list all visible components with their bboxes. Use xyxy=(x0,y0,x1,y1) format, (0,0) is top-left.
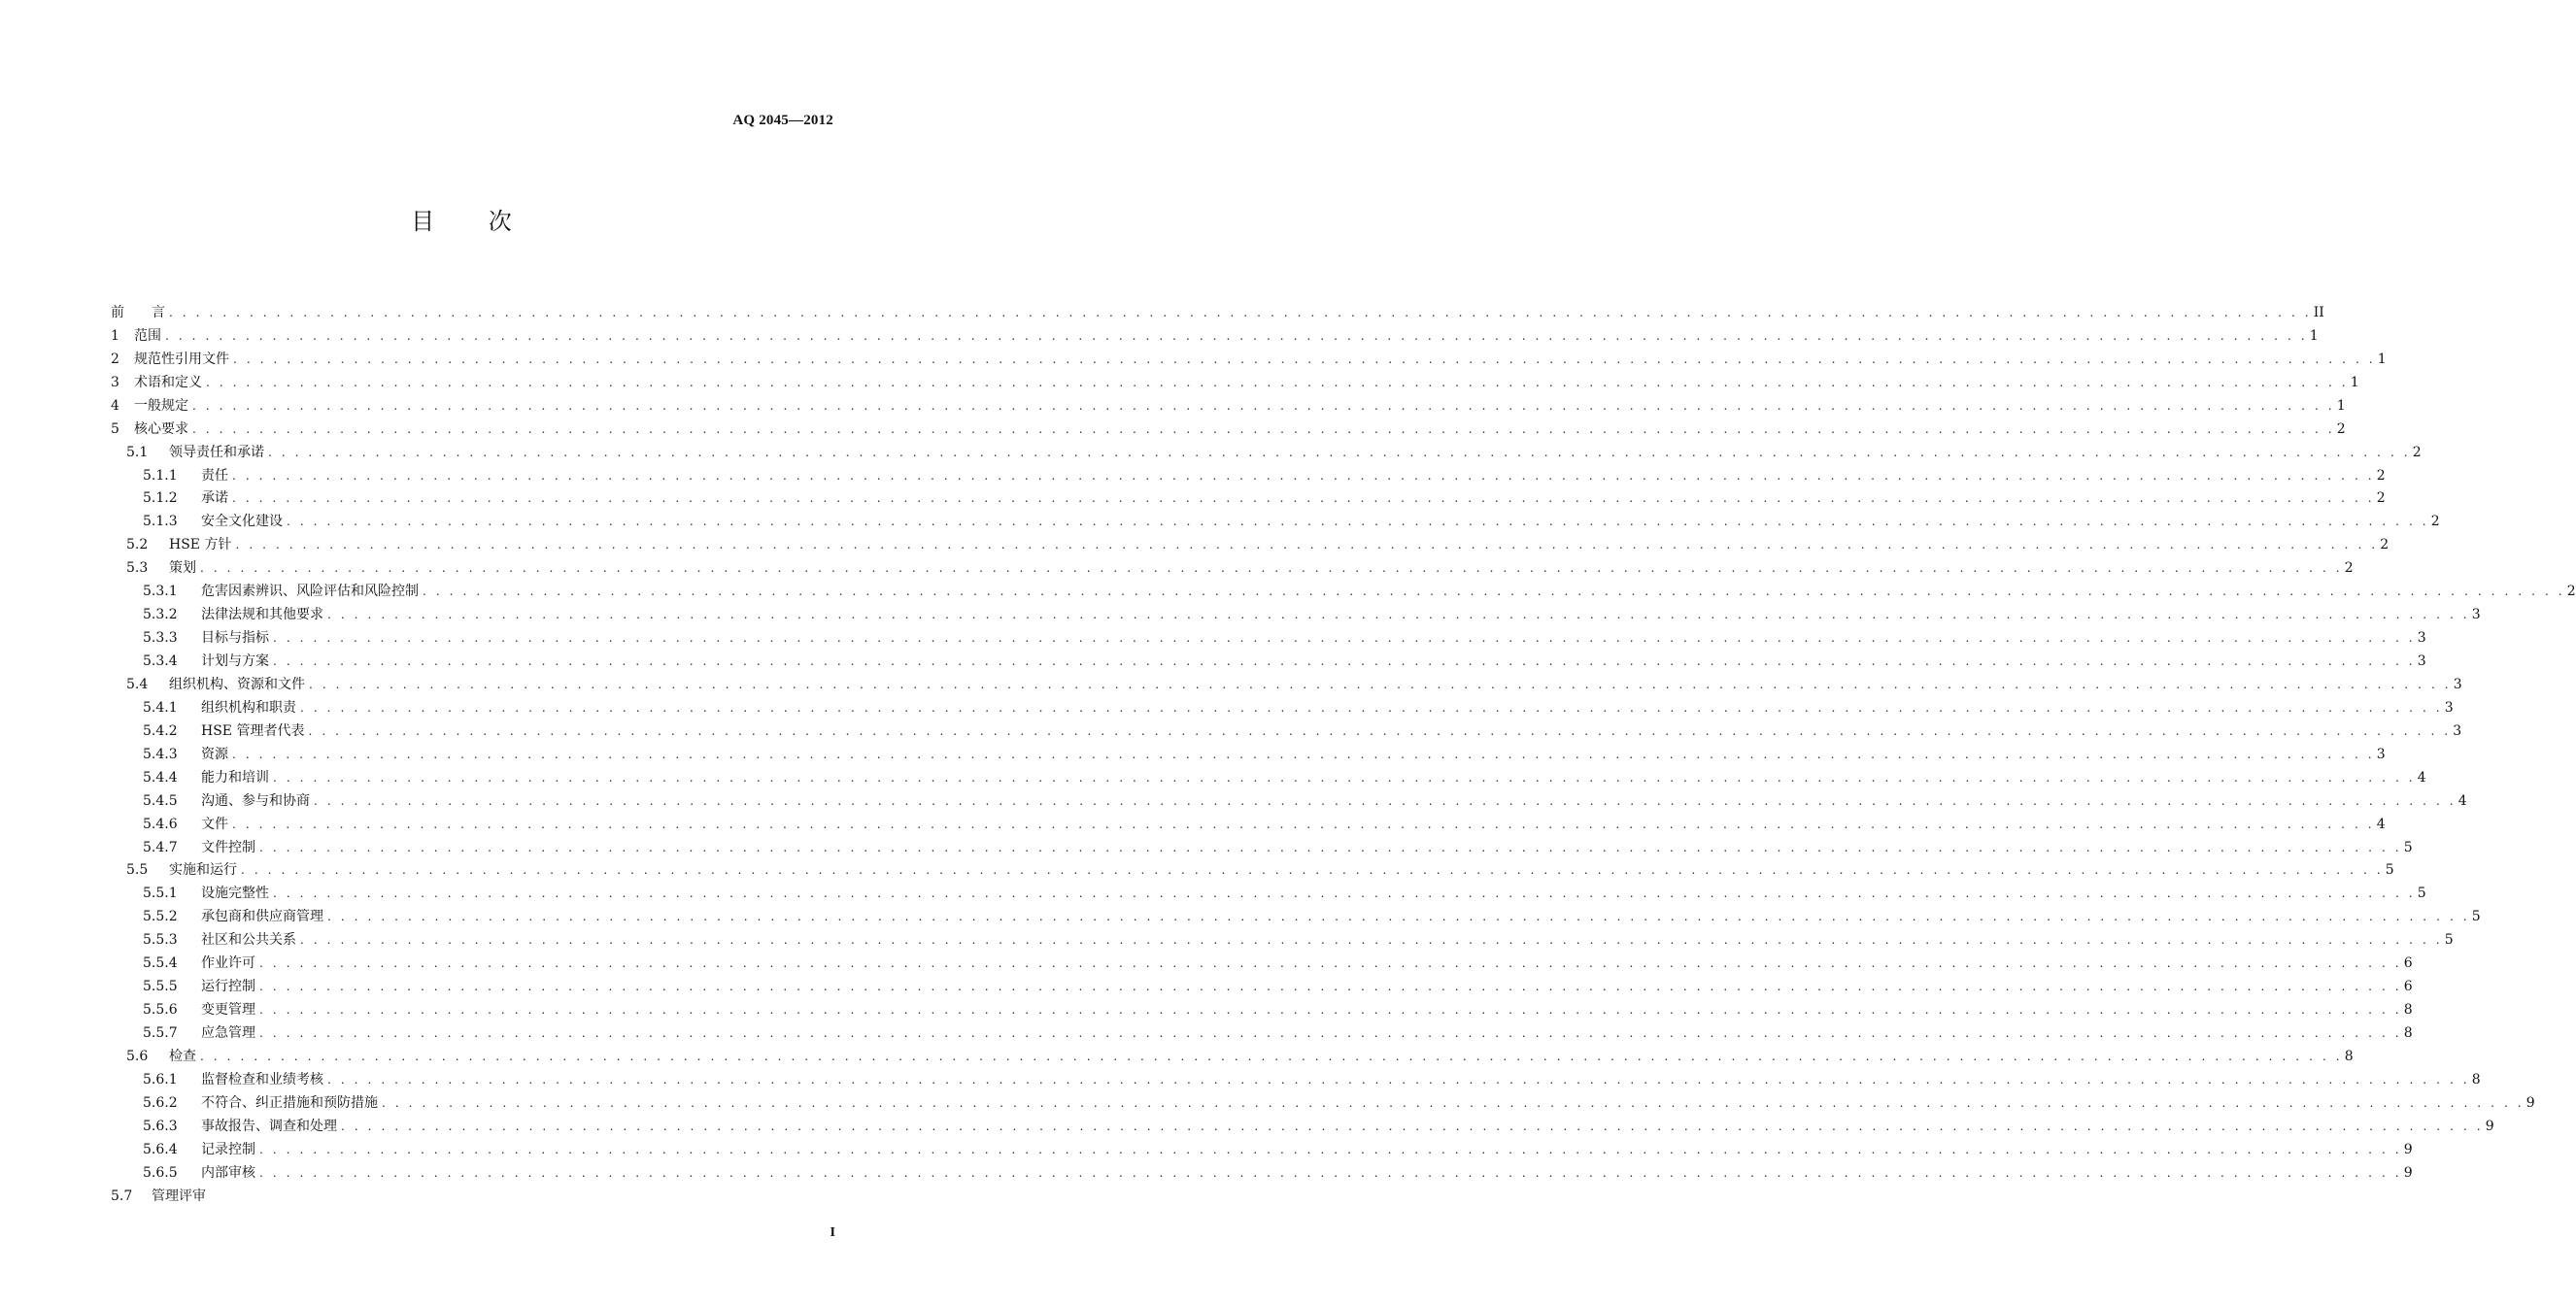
toc-entry[interactable] xyxy=(111,321,2319,345)
toc-entry[interactable] xyxy=(111,647,2426,670)
toc-entry-title: 领导责任和承诺 xyxy=(169,444,264,460)
toc-entry[interactable] xyxy=(111,1158,2413,1182)
toc-entry-label xyxy=(111,1188,206,1205)
toc-entry-label xyxy=(126,861,237,879)
toc-entry-page: 4 xyxy=(2376,816,2386,832)
toc-entry-number: 5.6.4 xyxy=(143,1141,178,1157)
toc-entry-label xyxy=(143,769,269,786)
toc-leader-dots: . . . . . . . . . . . . . . . . . . . . . . . . . . . . . . . . . . . . . . . . . . . . . . . . . . . . . . . . . . . . . . . . . . . . . . . . . . . . . . . . . . . . . . . . . . . . . . . . . . . . . . . . . . . . . . . . . . . . . . . . . . . . . . . . . . . . . . . . . . . . . . . . . . . . . . . . . . . . . . . . xyxy=(259,980,2402,994)
toc-entry[interactable] xyxy=(111,345,2387,368)
toc-entry-label xyxy=(111,374,202,391)
toc-entry-number: 5.6.5 xyxy=(143,1164,178,1181)
toc-entry-page: 2 xyxy=(2376,490,2386,507)
toc-entry[interactable] xyxy=(111,693,2454,717)
toc-entry-number: 5.1 xyxy=(126,444,149,460)
toc-entry-label xyxy=(143,722,304,740)
toc-entry-label xyxy=(126,536,231,553)
toc-leader-dots: . . . . . . . . . . . . . . . . . . . . . . . . . . . . . . . . . . . . . . . . . . . . . . . . . . . . . . . . . . . . . . . . . . . . . . . . . . . . . . . . . . . . . . . . . . . . . . . . . . . . . . . . . . . . . . . . . . . . . . . . . . . . . . . . . . . . . . . . . . . . . . . . . . . . . . . . . . . . . . . . xyxy=(259,1165,2402,1180)
toc-entry-page: 3 xyxy=(2471,607,2481,623)
toc-entry-label xyxy=(143,816,228,833)
toc-entry-page: 8 xyxy=(2403,1002,2413,1019)
toc-entry-label xyxy=(143,652,269,670)
toc-entry-page: 9 xyxy=(2485,1118,2494,1134)
toc-entry-page: 5 xyxy=(2444,932,2454,949)
toc-entry[interactable] xyxy=(111,415,2346,438)
toc-entry[interactable] xyxy=(111,391,2346,415)
standard-code: AQ 2045—2012 xyxy=(732,113,833,128)
toc-entry-number: 5.5.7 xyxy=(143,1025,178,1041)
toc-entry[interactable] xyxy=(111,485,2386,508)
toc-leader-dots: . . . . . . . . . . . . . . . . . . . . . . . . . . . . . . . . . . . . . . . . . . . . . . . . . . . . . . . . . . . . . . . . . . . . . . . . . . . . . . . . . . . . . . . . . . . . . . . . . . . . . . . . . . . . . . . . . . . . . . . . . . . . . . . . . . . . . . . . . . . . . . . . . . . . . . . . . . . . . . . . xyxy=(165,328,2308,343)
toc-entry-number: 5.3.2 xyxy=(143,607,178,623)
toc-entry-page: 2 xyxy=(2376,467,2386,484)
toc-entry-page: 2 xyxy=(2430,514,2440,530)
toc-entry-title: 文件控制 xyxy=(201,839,255,855)
toc-entry-label xyxy=(126,444,264,461)
toc-leader-dots: . . . . . . . . . . . . . . . . . . . . . . . . . . . . . . . . . . . . . . . . . . . . . . . . . . . . . . . . . . . . . . . . . . . . . . . . . . . . . . . . . . . . . . . . . . . . . . . . . . . . . . . . . . . . . . . . . . . . . . . . . . . . . . . . . . . . . . . . . . . . . . . . . . . . . . . . . . . . . . . . xyxy=(300,700,2443,715)
toc-entry[interactable] xyxy=(111,1042,2354,1065)
toc-leader-dots: . . . . . . . . . . . . . . . . . . . . . . . . . . . . . . . . . . . . . . . . . . . . . . . . . . . . . . . . . . . . . . . . . . . . . . . . . . . . . . . . . . . . . . . . . . . . . . . . . . . . . . . . . . . . . . . . . . . . . . . . . . . . . . . . . . . . . . . . . . . . . . . . . . . . . . . . . . . . . . . . xyxy=(200,1049,2343,1063)
toc-entry-number: 5.4.4 xyxy=(143,769,178,786)
toc-entry[interactable] xyxy=(111,925,2454,949)
toc-leader-dots: . . . . . . . . . . . . . . . . . . . . . . . . . . . . . . . . . . . . . . . . . . . . . . . . . . . . . . . . . . . . . . . . . . . . . . . . . . . . . . . . . . . . . . . . . . . . . . . . . . . . . . . . . . . . . . . . . . . . . . . . . . . . . . . . . . . . . . . . . . . . . . . . . . . . . . . . . . . . . . . . xyxy=(268,445,2411,459)
toc-entry-title: 能力和培训 xyxy=(201,769,269,786)
toc-entry-page: 5 xyxy=(2417,886,2426,902)
toc-entry-title: 沟通、参与和协商 xyxy=(201,792,310,809)
toc-entry-label xyxy=(143,839,255,856)
toc-entry-page: 2 xyxy=(2336,420,2346,437)
toc-entry-label xyxy=(143,978,255,995)
toc-entry-title: 一般规定 xyxy=(134,397,188,414)
toc-entry-page: 1 xyxy=(2350,374,2359,390)
toc-leader-dots: . . . . . . . . . . . . . . . . . . . . . . . . . . . . . . . . . . . . . . . . . . . . . . . . . . . . . . . . . . . . . . . . . . . . . . . . . . . . . . . . . . . . . . . . . . . . . . . . . . . . . . . . . . . . . . . . . . . . . . . . . . . . . . . . . . . . . . . . . . . . . . . . . . . . . . . . . . . . . . . . xyxy=(232,491,2375,506)
toc-entry-page: 9 xyxy=(2403,1141,2413,1157)
toc-entry-title: 核心要求 xyxy=(134,420,188,437)
toc-entry-number: 5.5.6 xyxy=(143,1002,178,1019)
toc-entry-number: 5 xyxy=(111,420,119,437)
toc-entry[interactable] xyxy=(111,1135,2413,1158)
toc-entry-number: 5.5 xyxy=(126,862,149,879)
toc-entry-page: 5 xyxy=(2403,839,2413,855)
toc-entry-number: 5.7 xyxy=(111,1188,133,1204)
toc-entry[interactable] xyxy=(111,763,2426,786)
toc-leader-dots: . . . . . . . . . . . . . . . . . . . . . . . . . . . . . . . . . . . . . . . . . . . . . . . . . . . . . . . . . . . . . . . . . . . . . . . . . . . . . . . . . . . . . . . . . . . . . . . . . . . . . . . . . . . . . . . . . . . . . . . . . . . . . . . . . . . . . . . . . . . . . . . . . . . . . . . . . . . . . . . . xyxy=(287,515,2429,529)
toc-leader-dots: . . . . . . . . . . . . . . . . . . . . . . . . . . . . . . . . . . . . . . . . . . . . . . . . . . . . . . . . . . . . . . . . . . . . . . . . . . . . . . . . . . . . . . . . . . . . . . . . . . . . . . . . . . . . . . . . . . . . . . . . . . . . . . . . . . . . . . . . . . . . . . . . . . . . . . . . . . . . . . . . xyxy=(259,1003,2402,1018)
toc-entry-label xyxy=(143,1141,255,1158)
toc-entry[interactable] xyxy=(111,1112,2494,1135)
toc-entry[interactable] xyxy=(111,600,2481,623)
toc-entry-title: 实施和运行 xyxy=(169,862,237,879)
toc-leader-dots: . . . . . . . . . . . . . . . . . . . . . . . . . . . . . . . . . . . . . . . . . . . . . . . . . . . . . . . . . . . . . . . . . . . . . . . . . . . . . . . . . . . . . . . . . . . . . . . . . . . . . . . . . . . . . . . . . . . . . . . . . . . . . . . . . . . . . . . . . . . . . . . . . . . . . . . . . . . . . . . . xyxy=(259,1142,2402,1156)
toc-entry-label xyxy=(143,583,419,600)
toc-entry-label xyxy=(111,351,229,368)
toc-entry-page: 5 xyxy=(2385,862,2394,879)
toc-entry-label xyxy=(143,489,228,507)
toc-entry[interactable] xyxy=(111,1088,2535,1112)
toc-leader-dots: . . . . . . . . . . . . . . . . . . . . . . . . . . . . . . . . . . . . . . . . . . . . . . . . . . . . . . . . . . . . . . . . . . . . . . . . . . . . . . . . . . . . . . . . . . . . . . . . . . . . . . . . . . . . . . . . . . . . . . . . . . . . . . . . . . . . . . . . . . . . . . . . . . . . . . . . . . . . . . . . xyxy=(341,1119,2484,1133)
toc-entry-label xyxy=(111,397,188,415)
toc-entry-label xyxy=(126,676,305,693)
toc-entry-page: 8 xyxy=(2403,1025,2413,1041)
toc-leader-dots: . . . . . . . . . . . . . . . . . . . . . . . . . . . . . . . . . . . . . . . . . . . . . . . . . . . . . . . . . . . . . . . . . . . . . . . . . . . . . . . . . . . . . . . . . . . . . . . . . . . . . . . . . . . . . . . . . . . . . . . . . . . . . . . . . . . . . . . . . . . . . . . . . . . . . . . . . . . . . . . . xyxy=(273,770,2416,785)
toc-entry-label xyxy=(143,1164,255,1182)
toc-entry[interactable] xyxy=(111,553,2354,577)
toc-entry-title: 管理评审 xyxy=(152,1188,206,1204)
table-of-contents xyxy=(111,298,2576,1205)
toc-entry-number: 5.4.6 xyxy=(143,816,178,832)
toc-entry-label xyxy=(143,746,228,763)
toc-leader-dots: . . . . . . . . . . . . . . . . . . . . . . . . . . . . . . . . . . . . . . . . . . . . . . . . . . . . . . . . . . . . . . . . . . . . . . . . . . . . . . . . . . . . . . . . . . . . . . . . . . . . . . . . . . . . . . . . . . . . . . . . . . . . . . . . . . . . . . . . . . . . . . . . . . . . . . . . . . . . . . . . xyxy=(327,1072,2470,1087)
toc-entry-label xyxy=(143,931,296,949)
toc-entry[interactable] xyxy=(111,740,2386,763)
toc-entry-number: 5.4.1 xyxy=(143,699,178,716)
toc-leader-dots: . . . . . . . . . . . . . . . . . . . . . . . . . . . . . . . . . . . . . . . . . . . . . . . . . . . . . . . . . . . . . . . . . . . . . . . . . . . . . . . . . . . . . . . . . . . . . . . . . . . . . . . . . . . . . . . . . . . . . . . . . . . . . . . . . . . . . . . . . . . . . . . . . . . . . . . . . . . . . . . . xyxy=(327,608,2470,622)
toc-entry-page: 1 xyxy=(2336,397,2346,414)
toc-entry-title: 策划 xyxy=(169,560,196,577)
page-number: I xyxy=(830,1225,835,1240)
toc-entry-number: 5.1.2 xyxy=(143,490,178,507)
toc-entry[interactable] xyxy=(111,833,2413,856)
toc-entry-label xyxy=(143,1071,323,1088)
toc-entry-page: 8 xyxy=(2471,1071,2481,1088)
toc-entry-page: 9 xyxy=(2525,1094,2535,1111)
toc-entry-page: 5 xyxy=(2471,909,2481,925)
toc-entry-page: 1 xyxy=(2309,327,2319,344)
toc-entry-title: 承包商和供应商管理 xyxy=(201,909,323,925)
toc-entry-number: 5.6.2 xyxy=(143,1094,178,1111)
toc-entry-label xyxy=(126,559,196,577)
toc-entry-label xyxy=(126,1048,196,1065)
toc-entry[interactable] xyxy=(111,949,2413,972)
toc-leader-dots: . . . . . . . . . . . . . . . . . . . . . . . . . . . . . . . . . . . . . . . . . . . . . . . . . . . . . . . . . . . . . . . . . . . . . . . . . . . . . . . . . . . . . . . . . . . . . . . . . . . . . . . . . . . . . . . . . . . . . . . . . . . . . . . . . . . . . . . . . . . . . . . . . . . . . . . . . . . . . . . . xyxy=(233,351,2376,366)
toc-entry-title: 目标与指标 xyxy=(201,630,269,647)
toc-entry-number: 5.4.5 xyxy=(143,792,178,809)
toc-leader-dots: . . . . . . . . . . . . . . . . . . . . . . . . . . . . . . . . . . . . . . . . . . . . . . . . . . . . . . . . . . . . . . . . . . . . . . . . . . . . . . . . . . . . . . . . . . . . . . . . . . . . . . . . . . . . . . . . . . . . . . . . . . . . . . . . . . . . . . . . . . . . . . . . . . . . . . . . . . . . . . . . xyxy=(327,910,2470,924)
toc-leader-dots: . . . . . . . . . . . . . . . . . . . . . . . . . . . . . . . . . . . . . . . . . . . . . . . . . . . . . . . . . . . . . . . . . . . . . . . . . . . . . . . . . . . . . . . . . . . . . . . . . . . . . . . . . . . . . . . . . . . . . . . . . . . . . . . . . . . . . . . . . . . . . . . . . . . . . . . . . . . . . . . . xyxy=(235,538,2379,552)
toc-entry-title: 危害因素辨识、风险评估和风险控制 xyxy=(201,584,419,600)
toc-entry-title: 法律法规和其他要求 xyxy=(201,607,323,623)
toc-leader-dots: . . . . . . . . . . . . . . . . . . . . . . . . . . . . . . . . . . . . . . . . . . . . . . . . . . . . . . . . . . . . . . . . . . . . . . . . . . . . . . . . . . . . . . . . . . . . . . . . . . . . . . . . . . . . . . . . . . . . . . . . . . . . . . . . . . . . . . . . . . . . . . . . . . . . . . . . . . . . . . . . xyxy=(314,793,2457,808)
toc-entry-label xyxy=(143,1094,378,1112)
toc-entry-page: 3 xyxy=(2444,699,2454,716)
toc-leader-dots: . . . . . . . . . . . . . . . . . . . . . . . . . . . . . . . . . . . . . . . . . . . . . . . . . . . . . . . . . . . . . . . . . . . . . . . . . . . . . . . . . . . . . . . . . . . . . . . . . . . . . . . . . . . . . . . . . . . . . . . . . . . . . . . . . . . . . . . . . . . . . . . . . . . . . . . . . . . . . . . . xyxy=(241,863,2384,878)
toc-entry-page: 3 xyxy=(2417,630,2426,647)
toc-leader-dots: . . . . . . . . . . . . . . . . . . . . . . . . . . . . . . . . . . . . . . . . . . . . . . . . . . . . . . . . . . . . . . . . . . . . . . . . . . . . . . . . . . . . . . . . . . . . . . . . . . . . . . . . . . . . . . . . . . . . . . . . . . . . . . . . . . . . . . . . . . . . . . . . . . . . . . . . . . . . . . . . xyxy=(308,723,2452,738)
toc-entry-number: 5.3.1 xyxy=(143,584,178,600)
toc-entry-label xyxy=(111,327,161,345)
toc-entry[interactable] xyxy=(111,1182,834,1205)
toc-entry-title: 资源 xyxy=(201,746,228,762)
toc-entry-number: 5.3.4 xyxy=(143,653,178,669)
toc-leader-dots: . . . . . . . . . . . . . . . . . . . . . . . . . . . . . . . . . . . . . . . . . . . . . . . . . . . . . . . . . . . . . . . . . . . . . . . . . . . . . . . . . . . . . . . . . . . . . . . . . . . . . . . . . . . . . . . . . . . . . . . . . . . . . . . . . . . . . . . . . . . . . . . . . . . . . . . . . . . . . . . . xyxy=(192,421,2335,436)
toc-entry-title: 文件 xyxy=(201,816,228,832)
toc-leader-dots: . . . . . . . . . . . . . . . . . . . . . . . . . . . . . . . . . . . . . . . . . . . . . . . . . . . . . . . . . . . . . . . . . . . . . . . . . . . . . . . . . . . . . . . . . . . . . . . . . . . . . . . . . . . . . . . . . . . . . . . . . . . . . . . . . . . . . . . . . . . . . . . . . . . . . . . . . . . . . . . . xyxy=(273,631,2416,646)
toc-leader-dots: . . . . . . . . . . . . . . . . . . . . . . . . . . . . . . . . . . . . . . . . . . . . . . . . . . . . . . . . . . . . . . . . . . . . . . . . . . . . . . . . . . . . . . . . . . . . . . . . . . . . . . . . . . . . . . . . . . . . . . . . . . . . . . . . . . . . . . . . . . . . . . . . . . . . . . . . . . . . . . . . xyxy=(169,305,2312,319)
toc-entry-label xyxy=(143,1001,255,1019)
toc-leader-dots: . . . . . . . . . . . . . . . . . . . . . . . . . . . . . . . . . . . . . . . . . . . . . . . . . . . . . . . . . . . . . . . . . . . . . . . . . . . . . . . . . . . . . . . . . . . . . . . . . . . . . . . . . . . . . . . . . . . . . . . . . . . . . . . . . . . . . . . . . . . . . . . . . . . . . . . . . . . . . . . . xyxy=(382,1095,2525,1110)
toc-entry[interactable] xyxy=(111,577,2576,600)
toc-leader-dots: . . . . . . . . . . . . . . . . . . . . . . . . . . . . . . . . . . . . . . . . . . . . . . . . . . . . . . . . . . . . . . . . . . . . . . . . . . . . . . . . . . . . . . . . . . . . . . . . . . . . . . . . . . . . . . . . . . . . . . . . . . . . . . . . . . . . . . . . . . . . . . . . . . . . . . . . . . . . . . . . xyxy=(200,561,2343,576)
toc-entry-label xyxy=(143,699,296,717)
toc-entry-title: 规范性引用文件 xyxy=(134,351,229,367)
toc-entry[interactable] xyxy=(111,717,2462,740)
toc-entry-label xyxy=(143,629,269,647)
toc-entry-number: 4 xyxy=(111,397,119,414)
toc-entry-label xyxy=(143,792,310,810)
toc-entry-title: 变更管理 xyxy=(201,1002,255,1019)
toc-entry-page: 4 xyxy=(2457,792,2467,809)
toc-leader-dots: . . . . . . . . . . . . . . . . . . . . . . . . . . . . . . . . . . . . . . . . . . . . . . . . . . . . . . . . . . . . . . . . . . . . . . . . . . . . . . . . . . . . . . . . . . . . . . . . . . . . . . . . . . . . . . . . . . . . . . . . . . . . . . . . . . . . . . . . . . . . . . . . . . . . . . . . . . . . . . . . xyxy=(232,468,2375,483)
toc-entry-title: 范围 xyxy=(134,327,161,344)
toc-entry-page: 3 xyxy=(2417,653,2426,669)
toc-entry-title: 计划与方案 xyxy=(201,653,269,669)
toc-entry-label xyxy=(111,420,188,438)
toc-entry-title: 内部审核 xyxy=(201,1164,255,1181)
toc-entry-number: 3 xyxy=(111,374,119,390)
toc-entry[interactable] xyxy=(111,298,2324,321)
toc-entry-page: 6 xyxy=(2403,955,2413,972)
toc-entry[interactable] xyxy=(111,902,2481,925)
toc-entry-number: 5.6 xyxy=(126,1048,149,1064)
toc-entry-number: 5.6.1 xyxy=(143,1071,178,1088)
toc-entry-title: 运行控制 xyxy=(201,979,255,995)
toc-title: 目 次 xyxy=(411,208,535,235)
toc-entry-title: 言 xyxy=(152,304,165,320)
toc-leader-dots: . . . . . . . . . . . . . . . . . . . . . . . . . . . . . . . . . . . . . . . . . . . . . . . . . . . . . . . . . . . . . . . . . . . . . . . . . . . . . . . . . . . . . . . . . . . . . . . . . . . . . . . . . . . . . . . . . . . . . . . . . . . . . . . . . . . . . . . . . . . . . . . . . . . . . . . . . . . . . . . . xyxy=(206,375,2349,389)
toc-entry-page: 3 xyxy=(2453,722,2462,739)
toc-entry-title: 检查 xyxy=(169,1048,196,1064)
toc-entry-page: II xyxy=(2313,304,2324,320)
toc-entry-number: 5.1.3 xyxy=(143,514,178,530)
toc-entry-number: 5.4.2 xyxy=(143,722,178,739)
toc-entry[interactable] xyxy=(111,623,2426,647)
toc-leader-dots: . . . . . . . . . . . . . . . . . . . . . . . . . . . . . . . . . . . . . . . . . . . . . . . . . . . . . . . . . . . . . . . . . . . . . . . . . . . . . . . . . . . . . . . . . . . . . . . . . . . . . . . . . . . . . . . . . . . . . . . . . . . . . . . . . . . . . . . . . . . . . . . . . . . . . . . . . . . . . . . . xyxy=(259,840,2402,854)
toc-entry-label xyxy=(143,467,228,485)
toc-entry-title: 不符合、纠正措施和预防措施 xyxy=(201,1094,378,1111)
toc-entry[interactable] xyxy=(111,368,2359,391)
toc-entry-label xyxy=(143,606,323,623)
toc-entry-title: 承诺 xyxy=(201,490,228,507)
toc-entry-title: 设施完整性 xyxy=(201,886,269,902)
toc-leader-dots: . . . . . . . . . . . . . . . . . . . . . . . . . . . . . . . . . . . . . . . . . . . . . . . . . . . . . . . . . . . . . . . . . . . . . . . . . . . . . . . . . . . . . . . . . . . . . . . . . . . . . . . . . . . . . . . . . . . . . . . . . . . . . . . . . . . . . . . . . . . . . . . . . . . . . . . . . . . . . . . . xyxy=(232,747,2375,761)
toc-entry-number: 5.1.1 xyxy=(143,467,178,484)
toc-entry-label xyxy=(143,1024,255,1042)
toc-entry[interactable] xyxy=(111,879,2426,902)
toc-leader-dots: . . . . . . . . . . . . . . . . . . . . . . . . . . . . . . . . . . . . . . . . . . . . . . . . . . . . . . . . . . . . . . . . . . . . . . . . . . . . . . . . . . . . . . . . . . . . . . . . . . . . . . . . . . . . . . . . . . . . . . . . . . . . . . . . . . . . . . . . . . . . . . . . . . . . . . . . . . . . . . . . xyxy=(273,654,2416,668)
toc-entry[interactable] xyxy=(111,856,2394,880)
toc-entry[interactable] xyxy=(111,995,2413,1019)
toc-entry-page: 9 xyxy=(2403,1164,2413,1181)
toc-entry-number: 5.4 xyxy=(126,676,149,692)
toc-entry-title: 应急管理 xyxy=(201,1025,255,1041)
toc-entry-title: 记录控制 xyxy=(201,1141,255,1157)
toc-entry-title: 安全文化建设 xyxy=(201,514,283,530)
toc-leader-dots: . . . . . . . . . . . . . . . . . . . . . . . . . . . . . . . . . . . . . . . . . . . . . . . . . . . . . . . . . . . . . . . . . . . . . . . . . . . . . . . . . . . . . . . . . . . . . . . . . . . . . . . . . . . . . . . . . . . . . . . . . . . . . . . . . . . . . . . . . . . . . . . . . . . . . . . . . . . . . . . . xyxy=(192,398,2335,413)
toc-entry-page: 3 xyxy=(2453,676,2462,692)
toc-entry-number: 5.5.3 xyxy=(143,932,178,949)
toc-entry-title: 术语和定义 xyxy=(134,374,202,390)
toc-leader-dots: . . . . . . . . . . . . . . . . . . . . . . . . . . . . . . . . . . . . . . . . . . . . . . . . . . . . . . . . . . . . . . . . . . . . . . . . . . . . . . . . . . . . . . . . . . . . . . . . . . . . . . . . . . . . . . . . . . . . . . . . . . . . . . . . . . . . . . . . . . . . . . . . . . . . . . . . . . . . . . . . xyxy=(273,887,2416,901)
toc-entry-label xyxy=(143,954,255,972)
toc-entry-number: 5.5.2 xyxy=(143,909,178,925)
toc-entry[interactable] xyxy=(111,810,2386,833)
toc-leader-dots: . . . . . . . . . . . . . . . . . . . . . . . . . . . . . . . . . . . . . . . . . . . . . . . . . . . . . . . . . . . . . . . . . . . . . . . . . . . . . . . . . . . . . . . . . . . . . . . . . . . . . . . . . . . . . . . . . . . . . . . . . . . . . . . . . . . . . . . . . . . . . . . . . . . . . . . . . . . . . . . . xyxy=(259,1026,2402,1040)
toc-entry-title: HSE 方针 xyxy=(169,537,232,553)
toc-entry-number: 5.5.5 xyxy=(143,979,178,995)
toc-entry-label xyxy=(143,513,283,530)
toc-entry-page: 6 xyxy=(2403,979,2413,995)
toc-entry-page: 3 xyxy=(2376,746,2386,762)
toc-entry-title: 作业许可 xyxy=(201,955,255,972)
toc-entry[interactable] xyxy=(111,1019,2413,1042)
toc-leader-dots: . . . . . . . . . . . . . . . . . . . . . . . . . . . . . . . . . . . . . . . . . . . . . . . . . . . . . . . . . . . . . . . . . . . . . . . . . . . . . . . . . . . . . . . . . . . . . . . . . . . . . . . . . . . . . . . . . . . . . . . . . . . . . . . . . . . . . . . . . . . . . . . . . . . . . . . . . . . . . . . . xyxy=(232,817,2375,831)
toc-entry-number: 1 xyxy=(111,327,119,344)
toc-entry-page: 2 xyxy=(2412,444,2422,460)
toc-entry-number: 5.3 xyxy=(126,560,149,577)
toc-entry-label xyxy=(111,304,165,321)
toc-entry-number: 前 xyxy=(111,304,124,320)
toc-entry-page: 2 xyxy=(2566,584,2576,600)
toc-entry-label xyxy=(143,885,269,902)
toc-entry-title: 事故报告、调查和处理 xyxy=(201,1118,337,1134)
toc-entry-title: 组织机构和职责 xyxy=(201,699,296,716)
toc-leader-dots: . . . . . . . . . . . . . . . . . . . . . . . . . . . . . . . . . . . . . . . . . . . . . . . . . . . . . . . . . . . . . . . . . . . . . . . . . . . . . . . . . . . . . . . . . . . . . . . . . . . . . . . . . . . . . . . . . . . . . . . . . . . . . . . . . . . . . . . . . . . . . . . . . . . . . . . . . . . . . . . . xyxy=(423,585,2565,599)
toc-leader-dots: . . . . . . . . . . . . . . . . . . . . . . . . . . . . . . . . . . . . . . . . . . . . . . . . . . . . . . . . . . . . . . . . . . . . . . . . . . . . . . . . . . . . . . . . . . . . . . . . . . . . . . . . . . . . . . . . . . . . . . . . . . . . . . . . . . . . . . . . . . . . . . . . . . . . . . . . . . . . . . . . xyxy=(309,677,2452,691)
toc-entry-page: 1 xyxy=(2377,351,2387,367)
toc-entry[interactable] xyxy=(111,461,2386,485)
toc-entry-page: 2 xyxy=(2344,560,2354,577)
toc-entry[interactable] xyxy=(111,972,2413,995)
toc-entry-page: 2 xyxy=(2380,537,2390,553)
toc-entry-title: 监督检查和业绩考核 xyxy=(201,1071,323,1088)
toc-entry-label xyxy=(143,908,323,925)
toc-entry-number: 5.2 xyxy=(126,537,149,553)
toc-entry-number: 5.5.1 xyxy=(143,886,178,902)
toc-leader-dots: . . . . . . . . . . . . . . . . . . . . . . . . . . . . . . . . . . . . . . . . . . . . . . . . . . . . . . . . . . . . . . . . . . . . . . . . . . . . . . . . . . . . . . . . . . . . . . . . . . . . . . . . . . . . . . . . . . . . . . . . . . . . . . . . . . . . . . . . . . . . . . . . . . . . . . . . . . . . . . . . xyxy=(259,956,2402,971)
toc-entry[interactable] xyxy=(111,438,2422,461)
toc-entry-title: 组织机构、资源和文件 xyxy=(169,676,305,692)
toc-entry-number: 5.4.3 xyxy=(143,746,178,762)
toc-entry[interactable] xyxy=(111,507,2440,530)
toc-entry-page: 8 xyxy=(2344,1048,2354,1064)
toc-entry-number: 5.4.7 xyxy=(143,839,178,855)
toc-entry-label xyxy=(143,1118,337,1135)
toc-entry-title: 责任 xyxy=(201,467,228,484)
toc-entry-number: 5.5.4 xyxy=(143,955,178,972)
toc-entry-number: 2 xyxy=(111,351,119,367)
toc-entry-title: 社区和公共关系 xyxy=(201,932,296,949)
toc-entry[interactable] xyxy=(111,1065,2481,1088)
toc-entry-page: 4 xyxy=(2417,769,2426,786)
toc-entry-number: 5.6.3 xyxy=(143,1118,178,1134)
toc-entry[interactable] xyxy=(111,786,2467,810)
toc-leader-dots: . . . . . . . . . . . . . . . . . . . . . . . . . . . . . . . . . . . . . . . . . . . . . . . . . . . . . . . . . . . . . . . . . . . . . . . . . . . . . . . . . . . . . . . . . . . . . . . . . . . . . . . . . . . . . . . . . . . . . . . . . . . . . . . . . . . . . . . . . . . . . . . . . . . . . . . . . . . . . . . . xyxy=(300,933,2443,948)
toc-entry-title: HSE 管理者代表 xyxy=(201,722,305,739)
toc-entry[interactable] xyxy=(111,530,2390,553)
toc-entry-number: 5.3.3 xyxy=(143,630,178,647)
toc-entry[interactable] xyxy=(111,670,2462,693)
